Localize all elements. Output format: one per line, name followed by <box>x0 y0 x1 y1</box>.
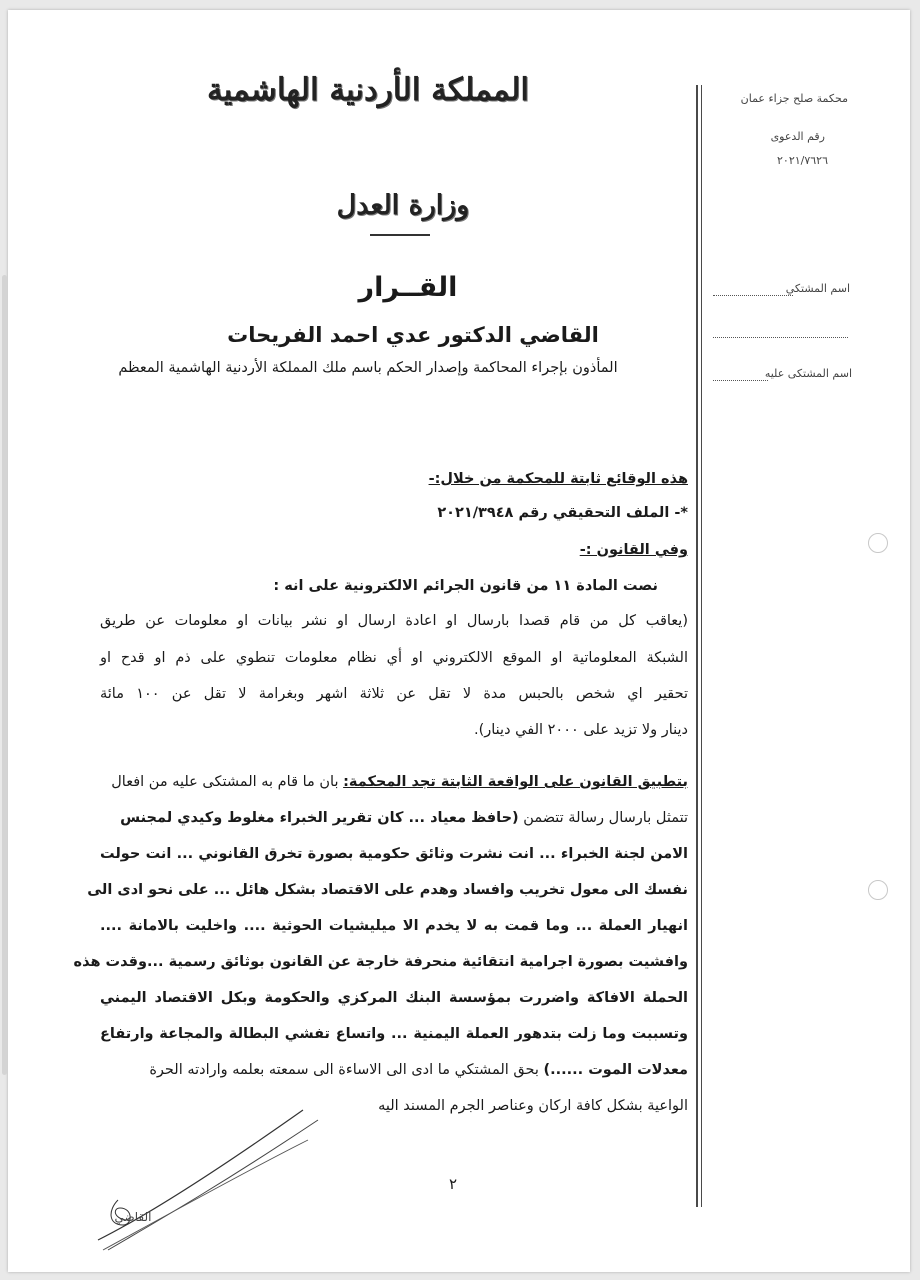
defendant-field <box>713 380 768 381</box>
application-line-bold: (حافظ معياد ... كان تقرير الخبراء مغلوط وكيدي لمجنس <box>120 810 519 826</box>
article-text-line: (يعاقب كل من قام قصدا بارسال او اعادة ارسال او نشر بيانات او معلومات عن طريق <box>100 613 688 629</box>
judge-name: القاضي الدكتور عدي احمد الفريحات <box>227 323 599 347</box>
margin-rule-inner <box>701 85 702 1207</box>
kingdom-title: المملكة الأردنية الهاشمية <box>206 72 530 108</box>
quoted-message-line: انهيار العملة ... وما قمت به لا يخدم الا ميليشيات الحوثية .... واخليت بالامانة .... <box>100 918 688 934</box>
complainant-field <box>713 295 793 296</box>
quoted-message-line: وتسببت وما زلت بتدهور العملة اليمنية ... واتساع تفشي البطالة والمجاعة وارتفاع <box>100 1026 688 1042</box>
complainant-label: اسم المشتكي <box>785 282 850 295</box>
quoted-message-line: وافشيت بصورة اجرامية انتقائية منحرفة خارجة عن القانون بوثائق رسمية ...وقدت هذه <box>73 954 688 970</box>
quoted-message-line: الحملة الافاكة واضررت بمؤسسة البنك المركزي والحكومة وبكل الاقتصاد اليمني <box>100 990 688 1006</box>
article-text-line: الشبكة المعلوماتية او الموقع الالكتروني او أي نظام معلومات تنطوي على ذم او قدح او <box>100 650 688 666</box>
application-heading-rest: بان ما قام به المشتكى عليه من افعال <box>111 774 344 790</box>
investigation-file-line: *- الملف التحقيقي رقم ٢٠٢١/٣٩٤٨ <box>437 505 688 521</box>
application-line-plain: بحق المشتكي ما ادى الى الاساءة الى سمعته بعلمه وارادته الحرة <box>149 1062 544 1078</box>
quoted-message-line: الامن لجنة الخبراء ... انت نشرت وثائق حكومية بصورة تخرق القانوني ... انت حولت <box>100 846 688 862</box>
scrollbar-thumb[interactable] <box>2 275 7 1075</box>
article-text-line: تحقير اي شخص بالحبس مدة لا تقل عن ثلاثة اشهر وبغرامة لا تقل عن ١٠٠ مائة <box>100 686 689 702</box>
complainant-field-line-2 <box>713 337 848 338</box>
case-number-label: رقم الدعوى <box>770 130 825 143</box>
ministry-underline <box>370 234 430 236</box>
application-line-plain: تتمثل بارسال رسالة تتضمن <box>518 810 688 826</box>
signature-label: القاضي <box>114 1210 152 1224</box>
quoted-message-end: معدلات الموت ......) <box>543 1062 688 1078</box>
application-first-line <box>88 774 688 790</box>
article-text-line: دينار ولا تزيد على ٢٠٠٠ الفي دينار). <box>473 722 688 738</box>
hole-punch-top <box>868 533 888 553</box>
signature-scribble <box>78 1100 338 1260</box>
application-line <box>88 810 688 826</box>
page-number: ٢ <box>448 1175 458 1193</box>
application-last-line: الواعية بشكل كافة اركان وعناصر الجرم المسند اليه <box>378 1098 688 1114</box>
defendant-label: اسم المشتكى عليه <box>764 367 852 380</box>
quoted-message-line: نفسك الى معول تخريب وافساد وهدم على الاقتصاد بشكل هائل ... على نحو ادى الى <box>87 882 688 898</box>
case-number: ٢٠٢١/٧٦٢٦ <box>777 154 828 167</box>
hole-punch-bottom <box>868 880 888 900</box>
facts-heading: هذه الوقائع ثابتة للمحكمة من خلال:- <box>428 471 688 487</box>
article-intro: نصت المادة ١١ من قانون الجرائم الالكترونية على انه : <box>273 578 658 594</box>
authorization-line: المأذون بإجراء المحاكمة وإصدار الحكم باسم ملك المملكة الأردنية الهاشمية المعظم <box>118 360 618 376</box>
document-page <box>8 10 910 1272</box>
court-name: محكمة صلح جزاء عمان <box>740 92 848 105</box>
margin-rule-outer <box>696 85 698 1207</box>
application-heading: بتطبيق القانون على الواقعة الثابتة تجد المحكمة: <box>343 774 688 790</box>
application-line <box>88 1062 688 1078</box>
decision-title: القــرار <box>358 272 458 303</box>
law-heading: وفي القانون :- <box>579 542 688 558</box>
ministry-title: وزارة العدل <box>336 190 470 221</box>
